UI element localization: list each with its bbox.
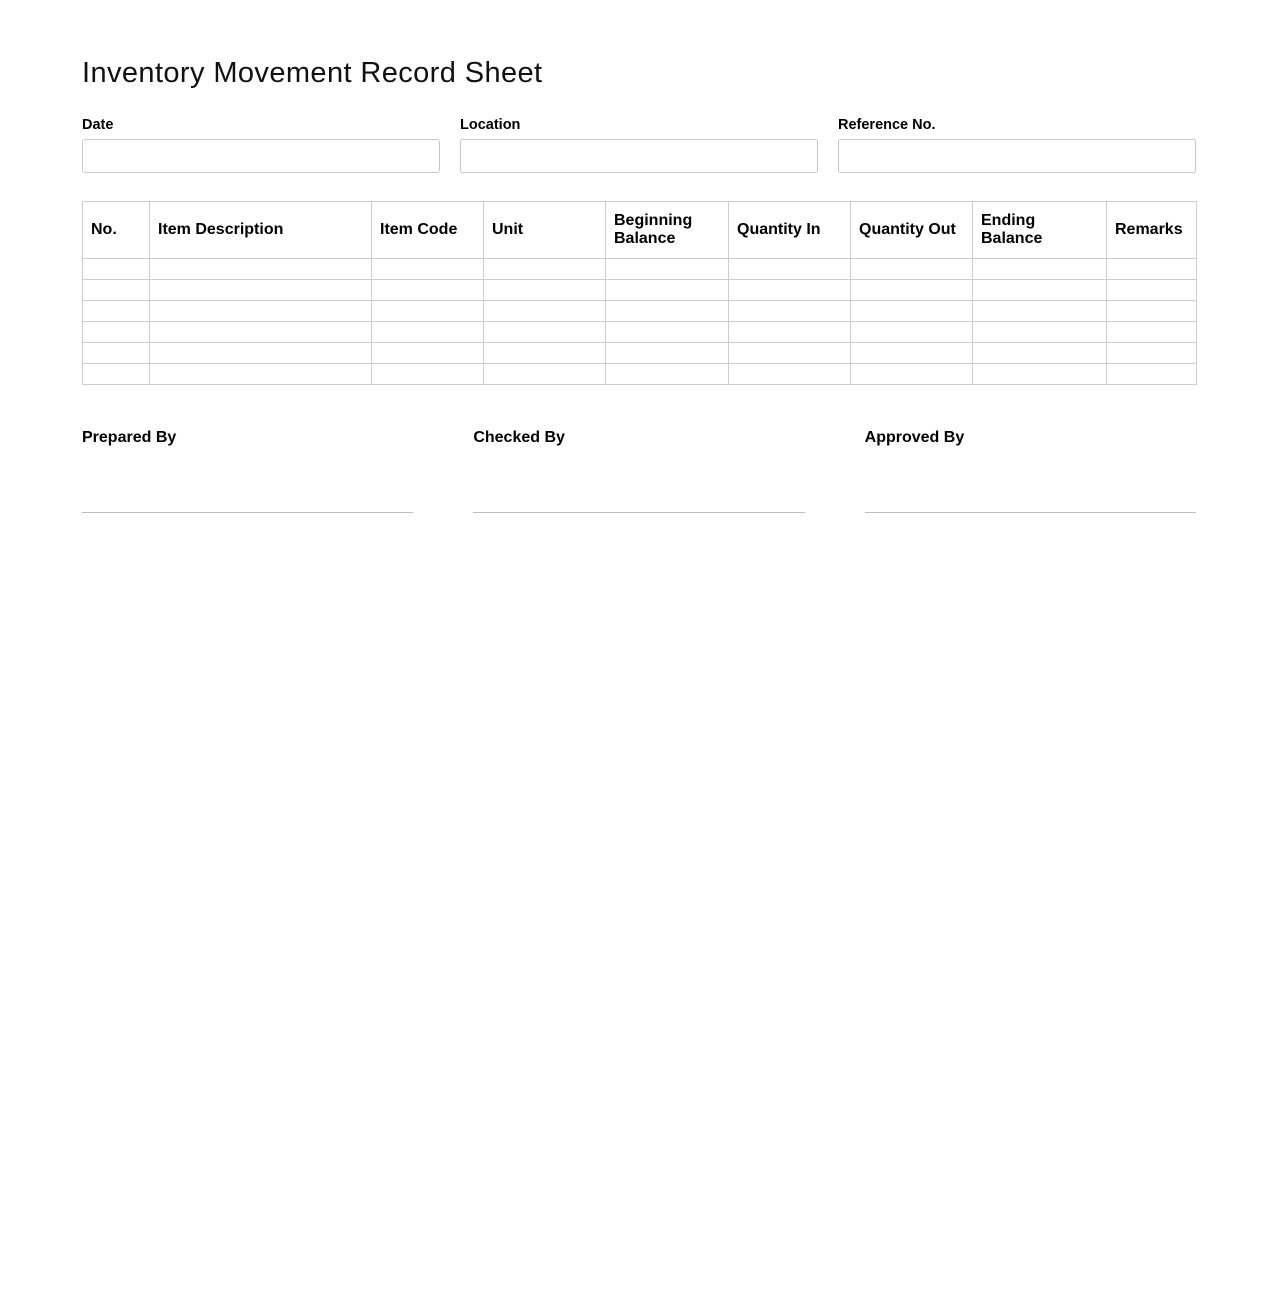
reference-no-label: Reference No.	[838, 117, 936, 133]
table-cell[interactable]	[973, 280, 1107, 301]
column-header-remarks: Remarks	[1107, 202, 1197, 259]
table-cell[interactable]	[150, 301, 372, 322]
table-cell[interactable]	[851, 280, 973, 301]
checked-by-signature-line[interactable]	[473, 512, 804, 513]
table-cell[interactable]	[83, 301, 150, 322]
table-cell[interactable]	[150, 364, 372, 385]
table-cell[interactable]	[729, 301, 851, 322]
table-cell[interactable]	[606, 301, 729, 322]
table-cell[interactable]	[83, 280, 150, 301]
table-cell[interactable]	[851, 364, 973, 385]
table-cell[interactable]	[1107, 343, 1197, 364]
table-cell[interactable]	[606, 259, 729, 280]
table-row	[83, 343, 1197, 364]
prepared-by-block	[82, 429, 413, 513]
reference-no-input[interactable]	[838, 139, 1196, 173]
table-cell[interactable]	[606, 280, 729, 301]
column-header-no: No.	[83, 202, 150, 259]
table-cell[interactable]	[851, 259, 973, 280]
column-header-ending-balance: Ending Balance	[973, 202, 1107, 259]
table-cell[interactable]	[1107, 280, 1197, 301]
table-header-row	[83, 202, 1197, 259]
column-header-unit: Unit	[484, 202, 606, 259]
table-cell[interactable]	[83, 259, 150, 280]
column-header-item-code: Item Code	[372, 202, 484, 259]
table-cell[interactable]	[150, 280, 372, 301]
table-cell[interactable]	[973, 301, 1107, 322]
table-cell[interactable]	[83, 364, 150, 385]
table-cell[interactable]	[606, 322, 729, 343]
checked-by-label: Checked By	[473, 429, 565, 446]
table-cell[interactable]	[484, 364, 606, 385]
table-cell[interactable]	[372, 280, 484, 301]
signature-section	[82, 429, 1196, 513]
table-cell[interactable]	[851, 343, 973, 364]
table-cell[interactable]	[851, 322, 973, 343]
location-input[interactable]	[460, 139, 818, 173]
table-cell[interactable]	[1107, 364, 1197, 385]
table-cell[interactable]	[150, 322, 372, 343]
table-cell[interactable]	[973, 259, 1107, 280]
table-cell[interactable]	[606, 343, 729, 364]
table-cell[interactable]	[1107, 259, 1197, 280]
column-header-item-description: Item Description	[150, 202, 372, 259]
reference-field-group	[838, 117, 1196, 173]
prepared-by-label: Prepared By	[82, 429, 177, 446]
header-fields	[82, 117, 1196, 173]
table-cell[interactable]	[729, 259, 851, 280]
table-cell[interactable]	[372, 322, 484, 343]
table-cell[interactable]	[1107, 322, 1197, 343]
table-cell[interactable]	[484, 259, 606, 280]
table-cell[interactable]	[484, 343, 606, 364]
table-cell[interactable]	[851, 301, 973, 322]
table-row	[83, 301, 1197, 322]
column-header-quantity-out: Quantity Out	[851, 202, 973, 259]
column-header-quantity-in: Quantity In	[729, 202, 851, 259]
table-cell[interactable]	[606, 364, 729, 385]
table-cell[interactable]	[484, 322, 606, 343]
approved-by-signature-line[interactable]	[865, 512, 1196, 513]
table-cell[interactable]	[83, 343, 150, 364]
inventory-table	[82, 201, 1197, 385]
date-field-group	[82, 117, 440, 173]
approved-by-block	[865, 429, 1196, 513]
table-cell[interactable]	[484, 280, 606, 301]
table-cell[interactable]	[729, 364, 851, 385]
table-cell[interactable]	[973, 322, 1107, 343]
approved-by-label: Approved By	[864, 429, 965, 446]
date-label: Date	[82, 117, 114, 133]
table-body	[83, 259, 1197, 385]
table-cell[interactable]	[973, 343, 1107, 364]
table-cell[interactable]	[973, 364, 1107, 385]
table-cell[interactable]	[372, 343, 484, 364]
table-cell[interactable]	[729, 322, 851, 343]
table-cell[interactable]	[729, 343, 851, 364]
table-cell[interactable]	[83, 322, 150, 343]
table-row	[83, 259, 1197, 280]
table-row	[83, 280, 1197, 301]
table-cell[interactable]	[372, 301, 484, 322]
table-cell[interactable]	[484, 301, 606, 322]
page-title: Inventory Movement Record Sheet	[82, 57, 543, 89]
location-field-group	[460, 117, 818, 173]
table-cell[interactable]	[372, 364, 484, 385]
table-cell[interactable]	[729, 280, 851, 301]
date-input[interactable]	[82, 139, 440, 173]
checked-by-block	[473, 429, 804, 513]
table-cell[interactable]	[150, 343, 372, 364]
table-row	[83, 322, 1197, 343]
table-row	[83, 364, 1197, 385]
location-label: Location	[460, 117, 521, 133]
table-cell[interactable]	[372, 259, 484, 280]
table-cell[interactable]	[1107, 301, 1197, 322]
column-header-beginning-balance: Beginning Balance	[606, 202, 729, 259]
prepared-by-signature-line[interactable]	[82, 512, 413, 513]
table-cell[interactable]	[150, 259, 372, 280]
